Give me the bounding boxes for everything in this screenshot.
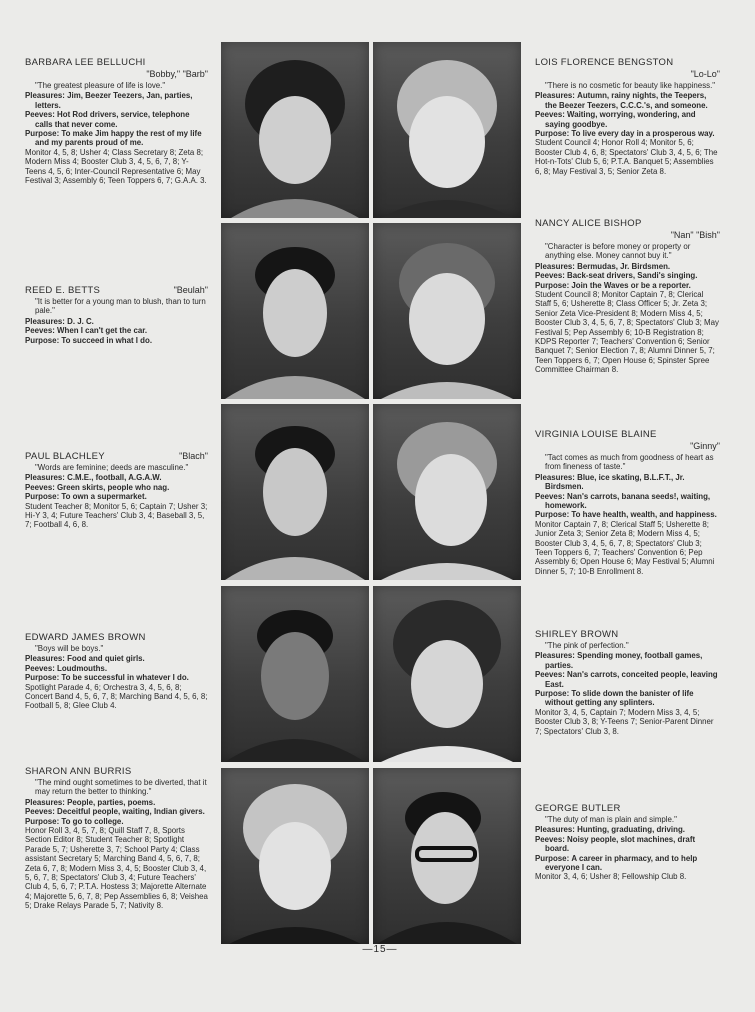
senior-entry xyxy=(25,632,208,711)
nickname: "Ginny" xyxy=(690,441,720,451)
student-name: SHIRLEY BROWN xyxy=(535,629,619,640)
purpose-line: Purpose: To own a supermarket. xyxy=(25,492,147,502)
motto-quote: "The mind ought sometimes to be diverted, that it may return the better to thinking." xyxy=(35,778,207,797)
pleasures-line: Pleasures: D. J. C. xyxy=(25,316,94,326)
portrait-photo xyxy=(221,404,369,580)
motto-quote: "The greatest pleasure of life is love." xyxy=(35,81,166,90)
peeves-line: Peeves: Green skirts, people who nag. xyxy=(25,482,170,492)
activities: Monitor 3, 4, 5, Captain 7; Modern Miss 3, 4, 5; Booster Club 3, 8; Y-Teens 7; Senior-Parent Dinner 7; Spectators' Club 3, 8. xyxy=(535,707,714,736)
pleasures-line: Pleasures: Blue, ice skating, B.L.F.T., Jr. Birdsmen. xyxy=(535,472,685,492)
motto-quote: "It is better for a young man to blush, than to turn pale." xyxy=(35,297,206,316)
purpose-line: Purpose: To make Jim happy the rest of my life and my parents proud of me. xyxy=(25,129,202,148)
activities: Student Teacher 8; Monitor 5, 6; Captain 7; Usher 3; Hi-Y 3, 4; Future Teachers' Club 3, 4; Baseball 3, 5, 7; Football 4, 6, 8. xyxy=(25,501,208,530)
pleasures-line: Pleasures: Bermudas, Jr. Birdsmen. xyxy=(535,261,671,271)
purpose-line: Purpose: To slide down the banister of life without getting any splinters. xyxy=(535,689,694,708)
activities: Monitor 4, 5, 8; Usher 4; Class Secretary 8; Zeta 8; Modern Miss 4; Booster Club 3, 4, 5, 6, 7, 8; Y-Teens 4, 5, 6; Inter-Council Representative 6; May Festival 3; Assembly 6; Teen Toppers 6, 7; G.A.A. 3. xyxy=(25,147,207,186)
portrait-photo xyxy=(221,42,369,218)
purpose-line: Purpose: Join the Waves or be a reporter. xyxy=(535,280,691,290)
page-number: —15— xyxy=(362,944,398,955)
purpose-line: Purpose: To be successful in whatever I do. xyxy=(25,673,189,683)
peeves-line: Peeves: Loudmouths. xyxy=(25,663,108,673)
student-name: LOIS FLORENCE BENGSTON xyxy=(535,57,674,68)
senior-entry xyxy=(535,57,720,176)
senior-entry xyxy=(535,803,720,882)
motto-quote: "Tact comes as much from goodness of heart as from fineness of taste." xyxy=(545,453,714,472)
nickname: "Lo-Lo" xyxy=(690,69,720,79)
student-name: NANCY ALICE BISHOP xyxy=(535,218,642,229)
purpose-line: Purpose: To live every day in a prosperous way. xyxy=(535,129,715,139)
nickname: "Nan" "Bish" xyxy=(670,230,720,240)
portrait-photo xyxy=(373,42,521,218)
pleasures-line: Pleasures: Food and quiet girls. xyxy=(25,654,145,664)
student-name: EDWARD JAMES BROWN xyxy=(25,632,146,643)
student-name: REED E. BETTS xyxy=(25,285,101,296)
motto-quote: "The pink of perfection." xyxy=(545,641,629,650)
purpose-line: Purpose: To succeed in what I do. xyxy=(25,335,153,345)
senior-entry xyxy=(25,451,208,530)
pleasures-line: Pleasures: Spending money, football games, parties. xyxy=(535,651,703,670)
nickname: "Beulah" xyxy=(173,285,208,295)
pleasures-line: Pleasures: C.M.E., football, A.G.A.W. xyxy=(25,473,162,483)
portrait-photo xyxy=(373,223,521,399)
senior-entry xyxy=(25,766,208,911)
activities: Monitor 3, 4, 6; Usher 8; Fellowship Club 8. xyxy=(535,872,687,882)
pleasures-line: Pleasures: People, parties, poems. xyxy=(25,797,156,807)
student-name: BARBARA LEE BELLUCHI xyxy=(25,57,146,68)
pleasures-line: Pleasures: Jim, Beezer Teezers, Jan, parties, letters. xyxy=(25,91,193,110)
activities: Student Council 4; Honor Roll 4; Monitor 5, 6; Booster Club 4, 6, 8; Spectators' Club 3, 4, 5, 6; The Hot-n-Tots' Club 5, 6; P.T.A. Banquet 5; Assemblies 6, 8; May Festival 3, 5; Senior Zeta 8. xyxy=(535,138,718,176)
portrait-photo xyxy=(221,586,369,762)
motto-quote: "The duty of man is plain and simple." xyxy=(545,815,677,824)
purpose-line: Purpose: A career in pharmacy, and to help everyone I can. xyxy=(535,853,698,873)
nickname: "Blach" xyxy=(179,451,208,461)
activities: Student Council 8; Monitor Captain 7, 8; Clerical Staff 5, 6; Usherette 8; Class Officer 5; Jr. Zeta 3; Senior Zeta Vice-President 8; Modern Miss 4, 5; Booster Club 3, 4, 5, 6, 7, 8; Spectators' Club 3; May Festival 5; Pep Assembly 6; 10-B Registration 8; KDPS Reporter 7; Teachers' Convention 6; Senior Banquet 7; Senior Election 7, 8; Alumni Dinner 5, 7; Teen Toppers 6, 7; Open House 6; Spinster Spree Committee Chairman 8. xyxy=(535,290,719,375)
student-name: SHARON ANN BURRIS xyxy=(25,766,132,777)
peeves-line: Peeves: Nan's carrots, banana seeds!, waiting, homework. xyxy=(535,491,711,511)
student-name: GEORGE BUTLER xyxy=(535,803,621,814)
motto-quote: "Character is before money or property or anything else. Money cannot buy it." xyxy=(545,242,691,261)
peeves-line: Peeves: Waiting, worrying, wondering, and saying goodbye. xyxy=(535,110,696,129)
peeves-line: Peeves: Deceitful people, waiting, Indian givers. xyxy=(25,807,205,817)
activities: Honor Roll 3, 4, 5, 7, 8; Quill Staff 7, 8, Sports Section Editor 8; Student Teacher 8; Spotlight Parade 5, 7; Usherette 3, 7; School Party 4; Class assistant Secretary 5; Marching Band 4, 5, 6, 7, 8; Zeta 6, 7, 8; Modern Miss 3, 4, 5; Booster Club 3, 4, 5, 6, 7, 8; Spectators' Club 3, 4; Future Teachers' Club 4, 5, 6, 7; P.T.A. Hostess 3; Majorette Alternate 4; Majorette 5, 6, 7, 8; Pep Assemblies 6, 8; Veishea 5; Drake Relays Parade 5, 7; Nativity 8. xyxy=(25,826,208,911)
student-name: VIRGINIA LOUISE BLAINE xyxy=(535,429,657,440)
purpose-line: Purpose: To have health, wealth, and happiness. xyxy=(535,510,717,520)
pleasures-line: Pleasures: Hunting, graduating, driving. xyxy=(535,825,685,835)
peeves-line: Peeves: Hot Rod drivers, service, telephone calls that never come. xyxy=(25,110,190,129)
senior-entry xyxy=(535,218,720,375)
activities: Monitor Captain 7, 8; Clerical Staff 5; Usherette 8; Junior Zeta 3; Senior Zeta 8; Modern Miss 4, 5; Booster Club 3, 4, 5, 6, 7, 8; Spectators' Club 3; Teen Toppers 6, 7; Teachers' Convention 6; Pep Assembly 6; Open House 6; May Festival 5; Alumni Dinner 5, 7; 10-B Enrollment 8. xyxy=(535,519,715,576)
student-name: PAUL BLACHLEY xyxy=(25,451,105,462)
purpose-line: Purpose: To go to college. xyxy=(25,816,124,826)
nickname: "Bobby," "Barb" xyxy=(146,69,208,79)
pleasures-line: Pleasures: Autumn, rainy nights, the Teepers, the Beezer Teezers, C.C.C.'s, and someone. xyxy=(535,91,708,110)
portrait-photo xyxy=(221,768,369,944)
senior-entry xyxy=(25,285,208,345)
portrait-photo xyxy=(373,404,521,580)
portrait-photo xyxy=(373,768,521,944)
portrait-photo xyxy=(221,223,369,399)
peeves-line: Peeves: Noisy people, slot machines, draft board. xyxy=(535,834,696,854)
senior-entry xyxy=(535,429,720,576)
peeves-line: Peeves: Back-seat drivers, Sandi's singing. xyxy=(535,271,698,281)
activities: Spotlight Parade 4, 6; Orchestra 3, 4, 5, 6, 8; Concert Band 4, 5, 6, 7, 8; Marching Band 4, 5, 6, 8; Football 5, 8; Glee Club 4. xyxy=(25,682,208,711)
motto-quote: "Words are feminine; deeds are masculine." xyxy=(35,463,189,472)
peeves-line: Peeves: Nan's carrots, conceited people, leaving East. xyxy=(535,670,718,689)
senior-entry xyxy=(535,629,720,736)
motto-quote: "There is no cosmetic for beauty like happiness." xyxy=(545,81,716,90)
motto-quote: "Boys will be boys." xyxy=(35,644,104,653)
senior-entry xyxy=(25,57,208,185)
portrait-photo xyxy=(373,586,521,762)
peeves-line: Peeves: When I can't get the car. xyxy=(25,326,148,336)
